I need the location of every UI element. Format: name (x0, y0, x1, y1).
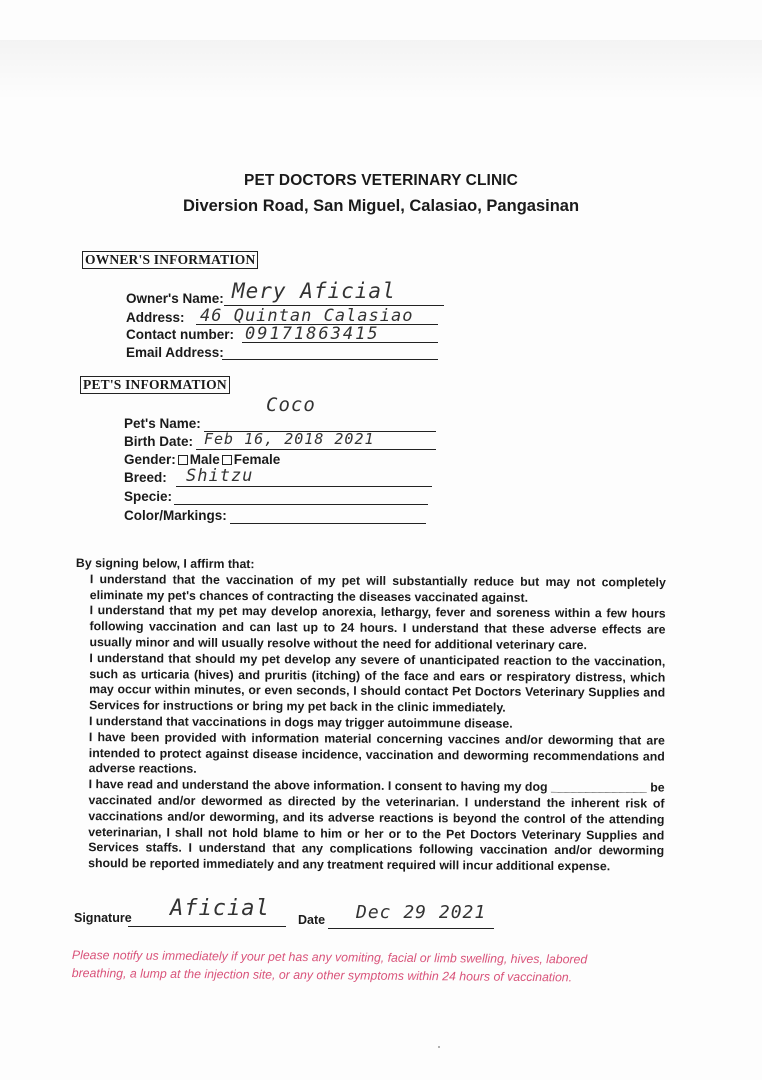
email-line (222, 359, 438, 360)
signature-label: Signature (74, 911, 132, 925)
consent-paragraph-6: I have read and understand the above information. I consent to having my dog ______________ be vaccinated and/or dewormed as directed by the veterinarian. I understand the inherent risk of vaccinations and/or deworming, and its adverse reactions is beyond the control of the attending veterinarian, I shall not hold blame to him or her or to the Pet Doctors Veterinary Supplies and Services staffs. I understand that any complications following vaccination and/or deworming should be reported immediately and any treatment required will incur additional expense. (88, 777, 665, 874)
breed-label: Breed: (124, 470, 167, 485)
male-checkbox[interactable] (178, 455, 188, 465)
signature-value[interactable]: Aficial (170, 896, 270, 921)
consent-paragraph-4: I understand that vaccinations in dogs may trigger autoimmune disease. (88, 714, 513, 731)
signature-line (128, 926, 286, 927)
scan-shadow (0, 40, 762, 100)
consent-text (74, 556, 666, 876)
date-label: Date (298, 913, 326, 927)
color-markings-label: Color/Markings: (124, 508, 227, 523)
consent-paragraph-2: I understand that my pet may develop anorexia, lethargy, fever and soreness within a few hours following vaccination and can last up to 24 hours. I understand that these adverse effects are usually minor and will usually resolve without the need for additional veterinary care. (89, 603, 666, 653)
date-value[interactable]: Dec 29 2021 (356, 902, 487, 923)
female-checkbox[interactable] (222, 455, 232, 465)
breed-value[interactable]: Shitzu (186, 466, 254, 486)
male-label: Male (189, 452, 220, 467)
breed-line (176, 486, 432, 487)
clinic-name: PET DOCTORS VETERINARY CLINIC (244, 172, 518, 189)
birth-date-line (196, 449, 436, 450)
owner-name-value[interactable]: Mery Aficial (232, 279, 396, 303)
color-markings-line (230, 523, 426, 524)
contact-number-value[interactable]: 09171863415 (245, 324, 380, 344)
scan-speck (438, 1046, 440, 1048)
consent-intro: By signing below, I affirm that: (75, 556, 255, 572)
specie-label: Specie: (124, 489, 173, 504)
female-label: Female (233, 452, 281, 467)
vaccination-notice: Please notify us immediately if your pet has any vomiting, facial or limb swelling, hives, labored breathing, a lump at the injection site, or any other symptoms within 24 hours of vaccination. (71, 947, 588, 985)
consent-paragraph-5: I have been provided with information material concerning vaccines and/or deworming that are intended to protect against disease incidence, vaccination and deworming recommendations and adverse reactions. (88, 729, 665, 777)
owner-section-title: OWNER'S INFORMATION (82, 251, 258, 269)
specie-line (174, 504, 428, 505)
owner-name-label: Owner's Name: (126, 291, 224, 306)
clinic-address: Diversion Road, San Miguel, Calasiao, Pangasinan (182, 197, 580, 215)
pet-name-label: Pet's Name: (124, 416, 201, 431)
pet-name-value[interactable]: Coco (266, 394, 316, 416)
owner-address-label: Address: (126, 310, 185, 325)
consent-paragraph-3: I understand that should my pet develop any severe of unanticipated reaction to the vaccination, such as urticaria (hives) and pruritis (itching) of the face and ears or respiratory distress, which may occur within minutes, or even seconds, I should contact Pet Doctors Veterinary Supplies and Services for instructions or bring my pet back in the clinic immediately. (89, 650, 666, 715)
birth-date-value[interactable]: Feb 16, 2018 2021 (204, 430, 375, 448)
gender-row (124, 452, 280, 467)
owner-address-value[interactable]: 46 Quintan Calasiao (200, 306, 414, 326)
contact-number-label: Contact number: (126, 327, 234, 342)
birth-date-label: Birth Date: (124, 434, 194, 449)
email-label: Email Address: (126, 345, 224, 360)
consent-paragraph-1: I understand that the vaccination of my pet will substantially reduce but may not completely eliminate my pet's chances of contracting the diseases vaccinated against. (89, 571, 666, 605)
gender-label: Gender: (124, 452, 176, 467)
date-line (328, 928, 494, 929)
pet-section-title: PET'S INFORMATION (80, 376, 230, 394)
